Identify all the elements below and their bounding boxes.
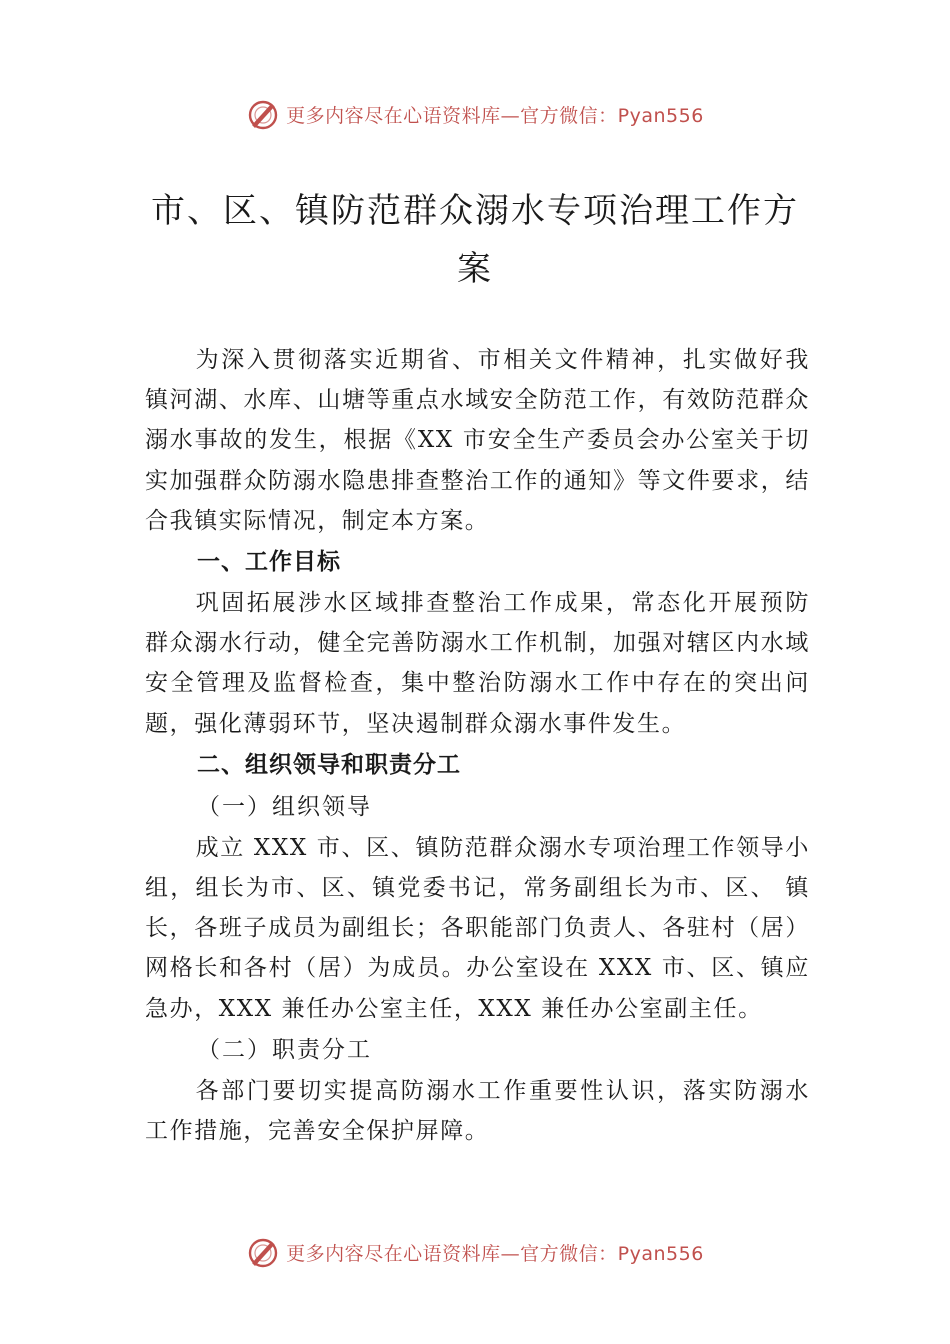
intro-paragraph: 为深入贯彻落实近期省、市相关文件精神，扎实做好我镇河湖、水库、山塘等重点水域安全防范工作，有效防范群众溺水事故的发生，根据《XX 市安全生产委员会办公室关于切实加强群众防溺水隐患排查整治工作的通知》等文件要求，结合我镇实际情况，制定本方案。 <box>145 347 810 534</box>
pen-circle-icon <box>246 1235 280 1269</box>
wechat-id: Pyan556 <box>617 104 704 127</box>
footer-watermark <box>0 1232 950 1272</box>
subheading-responsibilities: （二）职责分工 <box>197 1036 372 1063</box>
section-heading-organization: 二、组织领导和职责分工 <box>197 751 461 778</box>
watermark-text: 更多内容尽在心语资料库—官方微信：Pyan556 <box>286 104 704 127</box>
document-body <box>145 340 810 1151</box>
header-watermark <box>0 94 950 134</box>
responsibilities-paragraph: 各部门要切实提高防溺水工作重要性认识，落实防溺水工作措施，完善安全保护屏障。 <box>145 1077 810 1145</box>
watermark-text: 更多内容尽在心语资料库—官方微信：Pyan556 <box>286 1242 704 1265</box>
document-title: 市、区、镇防范群众溺水专项治理工作方案 <box>151 191 799 289</box>
pen-circle-icon <box>246 97 280 131</box>
section-heading-goals: 一、工作目标 <box>197 549 341 576</box>
wechat-id: Pyan556 <box>617 1242 704 1265</box>
goals-paragraph: 巩固拓展涉水区域排查整治工作成果，常态化开展预防群众溺水行动，健全完善防溺水工作机制，加强对辖区内水域安全管理及监督检查，集中整治防溺水工作中存在的突出问题，强化薄弱环节，坚决遏制群众溺水事件发生。 <box>145 590 810 737</box>
leadership-paragraph: 成立 XXX 市、区、镇防范群众溺水专项治理工作领导小组，组长为市、区、镇党委书记，常务副组长为市、区、 镇长，各班子成员为副组长；各职能部门负责人、各驻村（居）网格长和各村（居）为成员。办公室设在 XXX 市、区、镇应急办，XXX 兼任办公室主任，XXX 兼任办公室副主任。 <box>145 834 810 1022</box>
subheading-leadership: （一）组织领导 <box>197 793 372 820</box>
